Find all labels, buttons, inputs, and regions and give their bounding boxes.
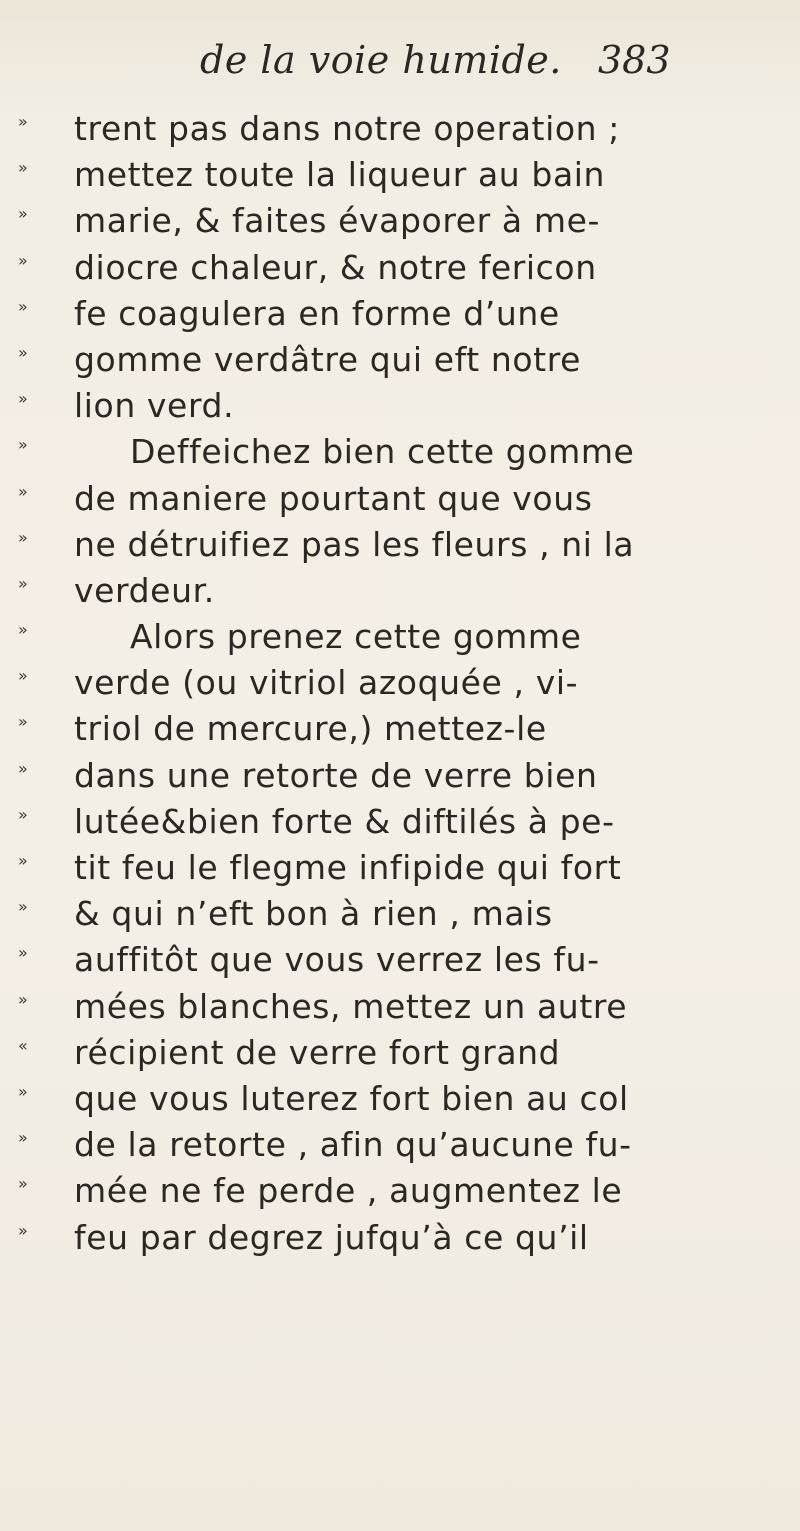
text-line: [18, 706, 788, 752]
line-text: que vous luterez fort bien au col: [74, 1078, 629, 1118]
line-text: triol de mercure,) mettez-le: [74, 709, 547, 749]
quotation-marker: »: [18, 620, 28, 640]
line-text: diocre chaleur, & notre fericon: [74, 247, 597, 287]
line-text: mée ne fe perde , augmentez le: [74, 1171, 623, 1211]
text-line: [18, 522, 788, 568]
line-text: auffitôt que vous verrez les fu-: [74, 940, 600, 980]
quotation-marker: »: [18, 943, 28, 963]
line-text: de maniere pourtant que vous: [74, 478, 593, 518]
quotation-marker: »: [18, 435, 28, 455]
line-text: marie, & faites évaporer à me-: [74, 201, 601, 241]
quotation-marker: »: [18, 158, 28, 178]
quotation-marker: «: [18, 1035, 28, 1055]
quotation-marker: »: [18, 1128, 28, 1148]
text-line: [18, 753, 788, 799]
quotation-marker: »: [18, 851, 28, 870]
text-line: [18, 799, 788, 845]
line-text: de la retorte , afin qu’aucune fu-: [74, 1125, 632, 1165]
quotation-marker: »: [18, 989, 28, 1009]
text-line: [18, 891, 788, 937]
body-text: [18, 106, 788, 1261]
line-text: verde (ou vitriol azoquée , vi-: [74, 663, 579, 703]
text-line: [18, 614, 788, 660]
quotation-marker: »: [18, 1174, 28, 1194]
quotation-marker: »: [18, 342, 28, 362]
quotation-marker: »: [18, 666, 28, 686]
text-line: [18, 568, 788, 614]
line-text: trent pas dans notre operation ;: [74, 109, 620, 148]
text-line: [18, 337, 788, 383]
text-line: [18, 106, 788, 152]
text-line: [18, 152, 788, 198]
quotation-marker: »: [18, 481, 28, 501]
line-text: tit feu le flegme infipide qui fort: [74, 848, 622, 887]
line-text: récipient de verre fort grand: [74, 1032, 561, 1072]
text-line: [18, 845, 788, 891]
page-header: [0, 38, 800, 98]
line-text: lion verd.: [74, 386, 235, 426]
quotation-marker: »: [18, 389, 28, 409]
line-text: gomme verdâtre qui eft notre: [74, 339, 582, 379]
line-text: feu par degrez jufqu’à ce qu’il: [74, 1217, 589, 1257]
quotation-marker: »: [18, 204, 28, 224]
quotation-marker: »: [18, 758, 28, 778]
quotation-marker: »: [18, 573, 28, 593]
quotation-marker: »: [18, 527, 28, 547]
running-head: de la voie humide.: [200, 38, 562, 82]
text-line: [18, 429, 788, 475]
line-text: dans une retorte de verre bien: [74, 755, 598, 795]
text-line: [18, 383, 788, 429]
text-line: [18, 1168, 788, 1214]
quotation-marker: »: [18, 897, 28, 917]
quotation-marker: »: [18, 250, 28, 270]
text-line: [18, 291, 788, 337]
line-text: Deffeichez bien cette gomme: [130, 432, 635, 472]
line-text: mées blanches, mettez un autre: [74, 986, 628, 1026]
line-text: & qui n’eft bon à rien , mais: [74, 894, 553, 934]
text-line: [18, 1215, 788, 1261]
text-line: [18, 245, 788, 291]
line-text: verdeur.: [74, 570, 215, 610]
text-line: [18, 198, 788, 244]
line-text: fe coagulera en forme d’une: [74, 293, 560, 333]
page-number: 383: [598, 38, 671, 82]
quotation-marker: »: [18, 804, 28, 824]
line-text: lutée&bien forte & diftilés à pe-: [74, 801, 615, 841]
quotation-marker: »: [18, 1220, 28, 1240]
line-text: Alors prenez cette gomme: [130, 617, 582, 657]
line-text: mettez toute la liqueur au bain: [74, 155, 606, 195]
text-line: [18, 660, 788, 706]
text-line: [18, 984, 788, 1030]
quotation-marker: »: [18, 112, 28, 131]
quotation-marker: »: [18, 1081, 28, 1101]
quotation-marker: »: [18, 296, 28, 316]
line-text: ne détruifiez pas les fleurs , ni la: [74, 524, 635, 564]
text-line: [18, 1076, 788, 1122]
text-line: [18, 1122, 788, 1168]
quotation-marker: »: [18, 712, 28, 732]
text-line: [18, 476, 788, 522]
text-line: [18, 937, 788, 983]
text-line: [18, 1030, 788, 1076]
